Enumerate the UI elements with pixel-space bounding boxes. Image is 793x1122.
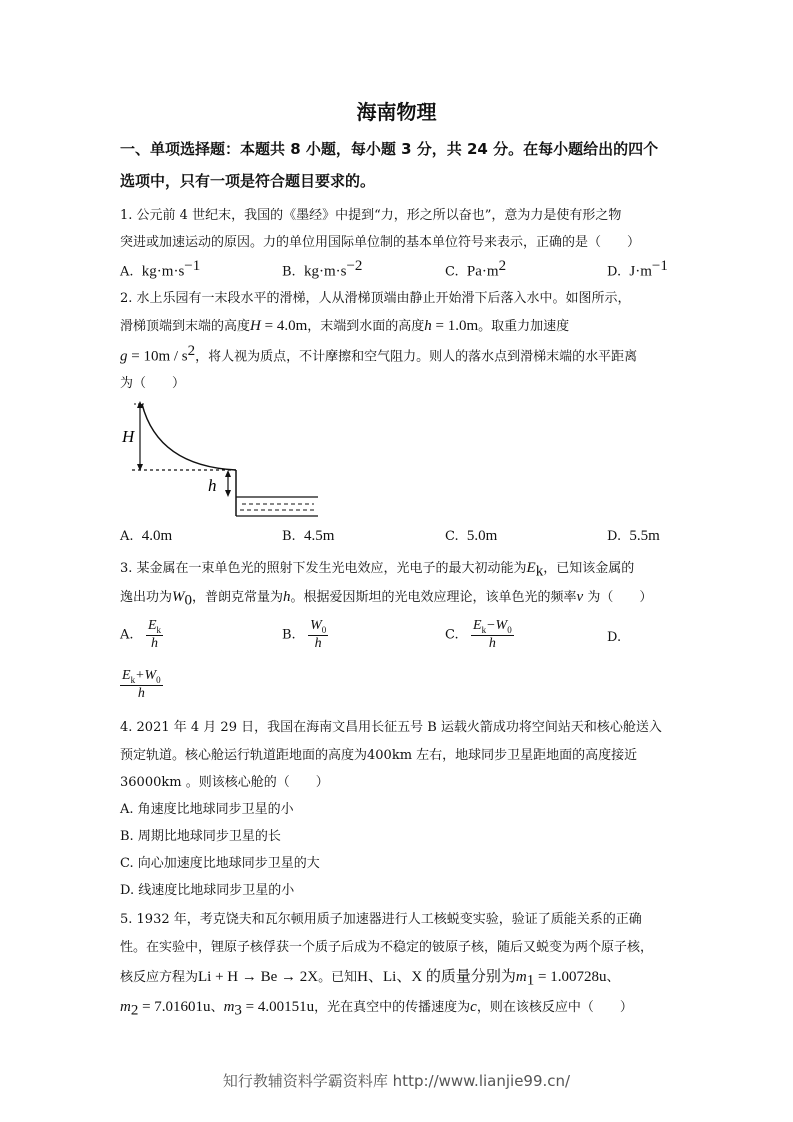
q3-line2: 逸出功为$W_0$，普朗克常量为h。根据爱因斯坦的光电效应理论，该单色光的频率ν 为（ ） — [120, 589, 653, 609]
page-title: 海南物理 — [356, 100, 437, 124]
q2-line4: 为（ ） — [120, 376, 186, 391]
q2-line2: 滑梯顶端到末端的高度H = 4.0m，末端到水面的高度h = 1.0m。取重力加速度 — [120, 318, 570, 334]
q3-option-d: $\frac{E_k+W_0}{h}$ — [122, 668, 161, 701]
q3-option-b: B. $\frac{W_0}{h}$ — [282, 618, 327, 651]
q1-option-c: C. $Pa\cdot m^2$ — [445, 258, 507, 280]
q4-option-a: A. 角速度比地球同步卫星的小 — [120, 802, 294, 817]
section-heading-line1: 一、单项选择题：本题共 8 小题，每小题 3 分，共 24 分。在每小题给出的四个 — [120, 140, 659, 158]
q3-option-c: C. $\frac{E_k-W_0}{h}$ — [445, 618, 512, 651]
q2-option-c: C. 5.0m — [445, 528, 498, 544]
footer-watermark: 知行教辅资料学霸资料库 http://www.lianjie99.cn/ — [222, 1072, 571, 1090]
q2-line3: $g = 10m / s^2$，将人视为质点，不计摩擦和空气阻力。则人的落水点到滑梯末端的水平距离 — [120, 343, 638, 365]
q1-line1: 1. 公元前 4 世纪末，我国的《墨经》中提到“力，形之所以奋也”，意为力是使有形之物 — [120, 208, 622, 223]
label-h: h — [208, 476, 217, 495]
q1-line2: 突进或加速运动的原因。力的单位用国际单位制的基本单位符号来表示，正确的是（ ） — [120, 235, 641, 250]
q5-line3: 核反应方程为Li + H → Be → 2X。已知H、Li、X 的质量分别为$m_1 = 1.00728u$、 — [120, 969, 620, 989]
q3-line1: 3. 某金属在一束单色光的照射下发生光电效应，光电子的最大初动能为$E_k$，已知该金属的 — [120, 560, 635, 580]
section-heading-line2: 选项中，只有一项是符合题目要求的。 — [120, 172, 376, 190]
q1-option-a: A. $kg\cdot m\cdot s^{-1}$ — [120, 258, 201, 280]
q5-line2: 性。在实验中，锂原子核俘获一个质子后成为不稳定的铍原子核，随后又蜕变为两个原子核， — [120, 940, 654, 955]
q2-option-d: D. 5.5m — [607, 528, 660, 544]
q4-option-b: B. 周期比地球同步卫星的长 — [120, 829, 281, 844]
q4-option-c: C. 向心加速度比地球同步卫星的大 — [120, 856, 320, 871]
q4-option-d: D. 线速度比地球同步卫星的小 — [120, 883, 295, 898]
q4-line1: 4. 2021 年 4 月 29 日，我国在海南文昌用长征五号 B 运载火箭成功将空间站天和核心舱送入 — [120, 720, 662, 735]
q2-line1: 2. 水上乐园有一末段水平的滑梯，人从滑梯顶端由静止开始滑下后落入水中。如图所示， — [120, 291, 631, 306]
q5-line1: 5. 1932 年，考克饶夫和瓦尔顿用质子加速器进行人工核蜕变实验，验证了质能关系的正确 — [120, 912, 642, 927]
q4-line3: 36000km 。则该核心舱的（ ） — [120, 775, 329, 790]
q3-option-a: A. $\frac{E_k}{h}$ — [120, 618, 161, 651]
q3-option-d-label: D. — [607, 630, 622, 645]
q2-option-b: B. 4.5m — [282, 528, 335, 544]
q4-line2: 预定轨道。核心舱运行轨道距地面的高度为400km 左右，地球同步卫星距地面的高度接近 — [120, 748, 638, 763]
q2-option-a: A. 4.0m — [120, 528, 173, 544]
q1-option-b: B. $kg\cdot m\cdot s^{-2}$ — [282, 258, 363, 280]
label-H: H — [122, 427, 135, 446]
slide-figure — [118, 398, 328, 520]
nuclear-equation: Li + H → Be → 2X — [198, 969, 319, 985]
q5-line4: $m_2 = 7.01601u$、$m_3 = 4.00151u$，光在真空中的传播速度为c，则在该核反应中（ ） — [120, 999, 633, 1019]
q1-option-d: D. $J\cdot m^{-1}$ — [607, 258, 668, 280]
